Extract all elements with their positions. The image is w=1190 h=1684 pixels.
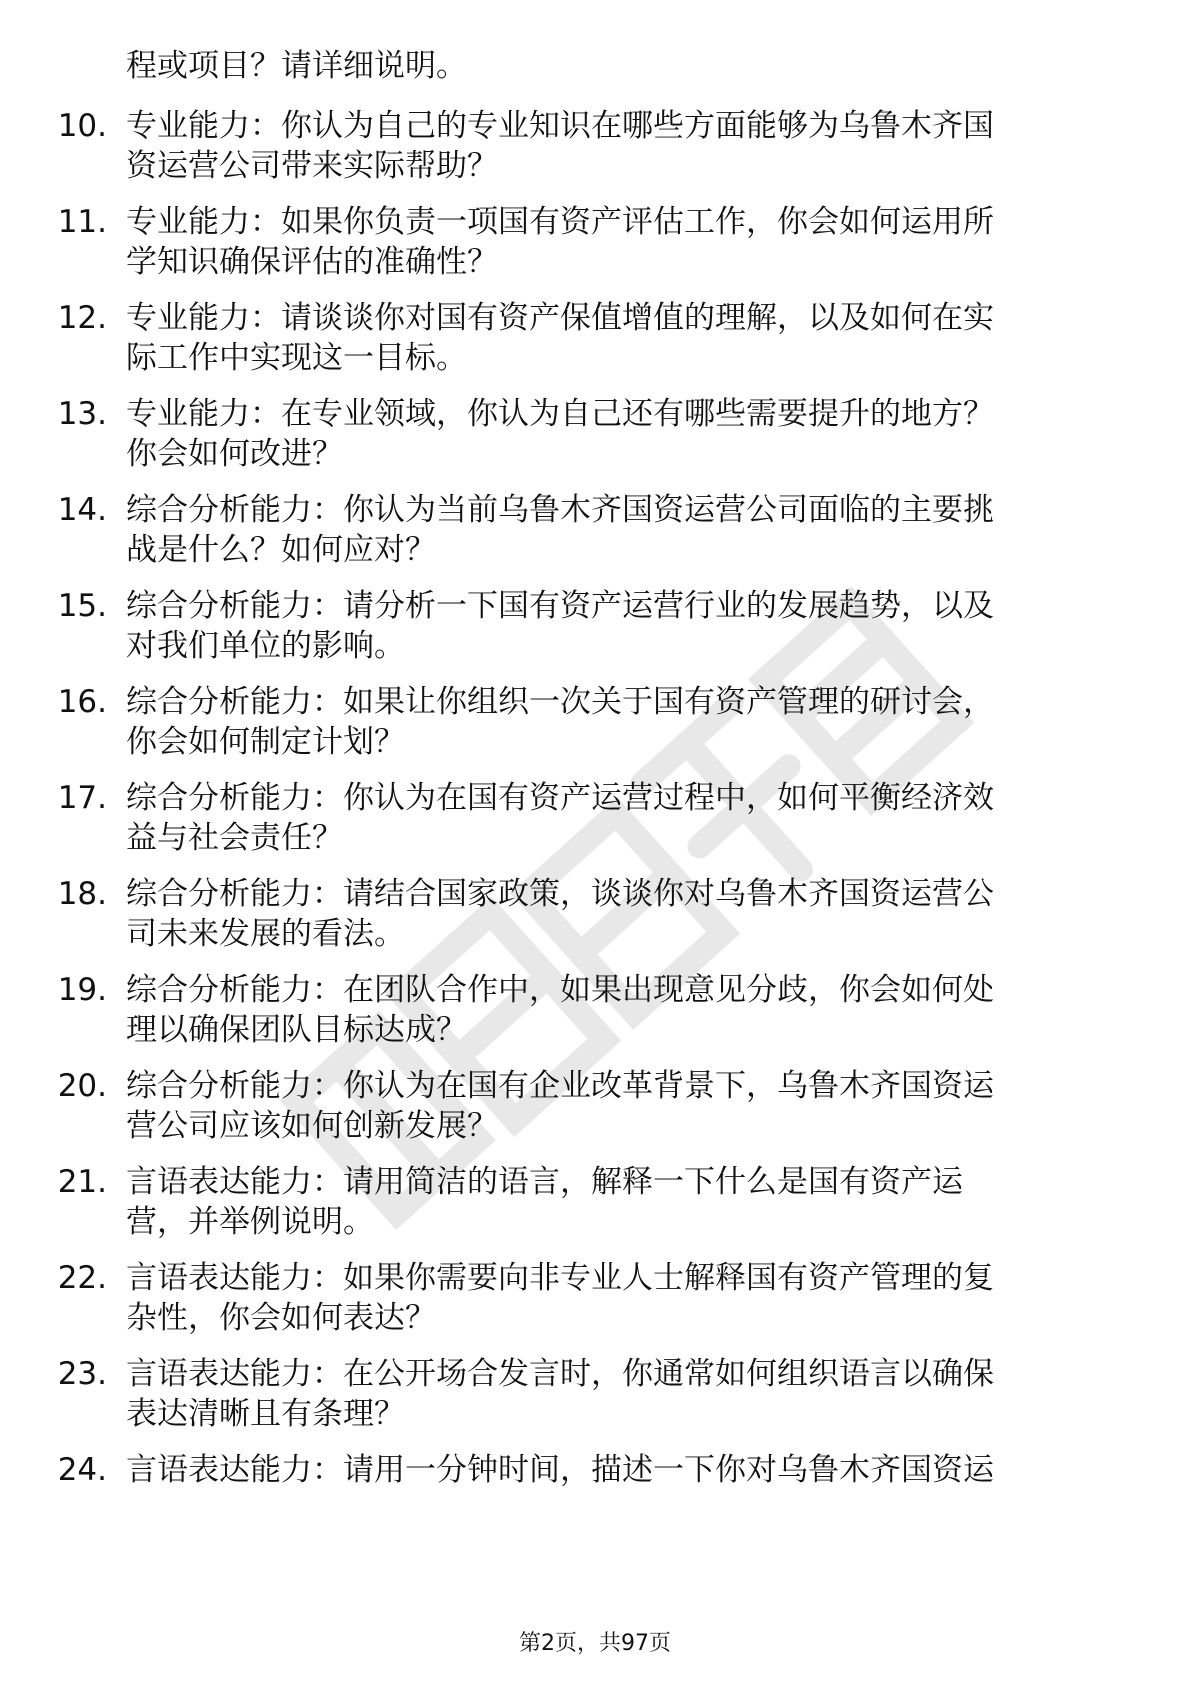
question-line: 专业能力：请谈谈你对国有资产保值增值的理解，以及如何在实 <box>126 300 994 336</box>
question-number: 12. <box>57 300 107 336</box>
page-number-footer: 第2页，共97页 <box>519 1631 671 1656</box>
question-line: 理以确保团队目标达成？ <box>126 1012 467 1048</box>
question-line: 战是什么？如何应对？ <box>126 532 436 568</box>
question-line: 营，并举例说明。 <box>126 1204 374 1240</box>
continued-question-text: 程或项目？请详细说明。 <box>126 48 467 84</box>
question-line: 综合分析能力：你认为当前乌鲁木齐国资运营公司面临的主要挑 <box>126 492 994 528</box>
question-item <box>0 298 1190 382</box>
question-number: 10. <box>57 108 107 144</box>
question-line: 专业能力：如果你负责一项国有资产评估工作，你会如何运用所 <box>126 204 994 240</box>
question-line: 综合分析能力：请结合国家政策，谈谈你对乌鲁木齐国资运营公 <box>126 876 994 912</box>
question-line: 言语表达能力：如果你需要向非专业人士解释国有资产管理的复 <box>126 1260 994 1296</box>
question-number: 15. <box>57 588 107 624</box>
question-line: 言语表达能力：在公开场合发言时，你通常如何组织语言以确保 <box>126 1356 994 1392</box>
question-item <box>0 1450 1190 1534</box>
question-item <box>0 586 1190 670</box>
question-number: 24. <box>57 1452 107 1488</box>
question-line: 学知识确保评估的准确性？ <box>126 244 498 280</box>
question-item <box>0 970 1190 1054</box>
question-line: 营公司应该如何创新发展？ <box>126 1108 498 1144</box>
question-text <box>126 394 1116 474</box>
question-line: 言语表达能力：请用一分钟时间，描述一下你对乌鲁木齐国资运 <box>126 1452 994 1488</box>
question-line: 言语表达能力：请用简洁的语言，解释一下什么是国有资产运 <box>126 1164 963 1200</box>
question-item <box>0 1162 1190 1246</box>
question-item <box>0 1066 1190 1150</box>
question-number: 11. <box>57 204 107 240</box>
question-line: 益与社会责任？ <box>126 820 343 856</box>
question-number: 18. <box>57 876 107 912</box>
question-line: 综合分析能力：在团队合作中，如果出现意见分歧，你会如何处 <box>126 972 994 1008</box>
question-text <box>126 874 1116 954</box>
question-text <box>126 1258 1116 1338</box>
question-number: 23. <box>57 1356 107 1392</box>
question-text <box>126 298 1116 378</box>
question-line: 你会如何制定计划？ <box>126 724 405 760</box>
question-item <box>0 106 1190 190</box>
question-text <box>126 1450 1116 1490</box>
question-line: 资运营公司带来实际帮助？ <box>126 148 498 184</box>
question-number: 14. <box>57 492 107 528</box>
question-line: 对我们单位的影响。 <box>126 628 405 664</box>
question-number: 17. <box>57 780 107 816</box>
question-text <box>126 1162 1116 1242</box>
question-line: 综合分析能力：如果让你组织一次关于国有资产管理的研讨会， <box>126 684 994 720</box>
question-line: 综合分析能力：你认为在国有资产运营过程中，如何平衡经济效 <box>126 780 994 816</box>
question-line: 综合分析能力：你认为在国有企业改革背景下，乌鲁木齐国资运 <box>126 1068 994 1104</box>
question-number: 16. <box>57 684 107 720</box>
question-text <box>126 106 1116 186</box>
question-text <box>126 490 1116 570</box>
question-line: 专业能力：你认为自己的专业知识在哪些方面能够为乌鲁木齐国 <box>126 108 994 144</box>
question-number: 13. <box>57 396 107 432</box>
question-text <box>126 202 1116 282</box>
question-text <box>126 1354 1116 1434</box>
question-text <box>126 970 1116 1050</box>
question-item <box>0 1354 1190 1438</box>
question-line: 司未来发展的看法。 <box>126 916 405 952</box>
question-item <box>0 490 1190 574</box>
question-item <box>0 778 1190 862</box>
question-item <box>0 394 1190 478</box>
question-number: 22. <box>57 1260 107 1296</box>
question-text <box>126 1066 1116 1146</box>
question-item <box>0 202 1190 286</box>
question-line: 际工作中实现这一目标。 <box>126 340 467 376</box>
question-line: 表达清晰且有条理？ <box>126 1396 405 1432</box>
question-number: 19. <box>57 972 107 1008</box>
question-line: 你会如何改进？ <box>126 436 343 472</box>
question-line: 综合分析能力：请分析一下国有资产运营行业的发展趋势，以及 <box>126 588 994 624</box>
question-text <box>126 682 1116 762</box>
question-line: 杂性，你会如何表达？ <box>126 1300 436 1336</box>
question-item <box>0 874 1190 958</box>
question-number: 21. <box>57 1164 107 1200</box>
question-text <box>126 586 1116 666</box>
question-text <box>126 778 1116 858</box>
question-item <box>0 682 1190 766</box>
question-item <box>0 1258 1190 1342</box>
question-number: 20. <box>57 1068 107 1104</box>
question-line: 专业能力：在专业领域，你认为自己还有哪些需要提升的地方？ <box>126 396 994 432</box>
